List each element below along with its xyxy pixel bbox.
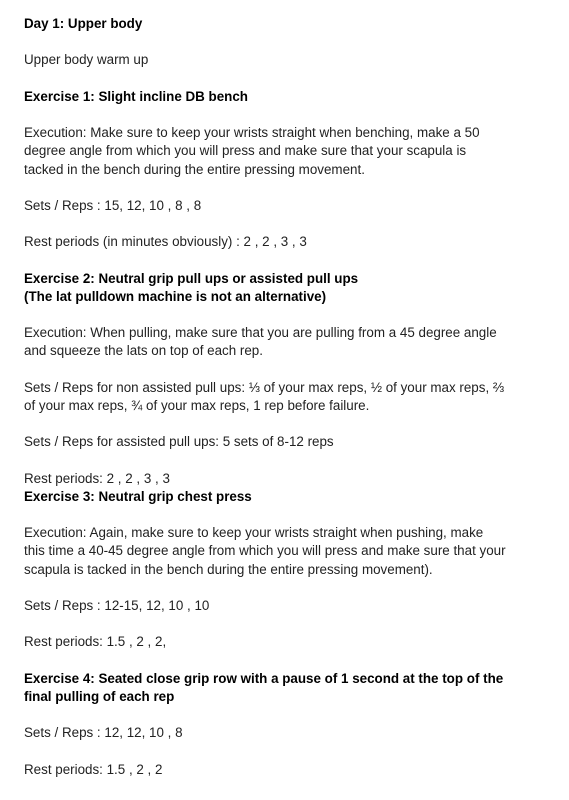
exercise-4-sets-reps: Sets / Reps : 12, 12, 10 , 8: [24, 725, 183, 741]
exercise-1-rest: Rest periods (in minutes obviously) : 2 , 2 , 3 , 3: [24, 234, 307, 250]
exercise-1-execution-line-2: degree angle from which you will press and make sure that your scapula is: [24, 143, 467, 159]
exercise-2-title-line-1: Exercise 2: Neutral grip pull ups or assisted pull ups: [24, 270, 359, 286]
exercise-1-execution-line-3: tacked in the bench during the entire pressing movement.: [24, 161, 365, 177]
exercise-3-rest: Rest periods: 1.5 , 2 , 2,: [24, 634, 167, 650]
workout-document: [24, 15, 554, 779]
exercise-2-execution-line-2: and squeeze the lats on top of each rep.: [24, 343, 263, 359]
warmup-text: Upper body warm up: [24, 52, 149, 68]
exercise-1-sets-reps: Sets / Reps : 15, 12, 10 , 8 , 8: [24, 197, 202, 213]
exercise-2-rest: Rest periods: 2 , 2 , 3 , 3: [24, 470, 170, 486]
exercise-3-execution-line-2: this time a 40-45 degree angle from which you will press and make sure that your: [24, 543, 506, 559]
exercise-4-title-line-1: Exercise 4: Seated close grip row with a pause of 1 second at the top of the: [24, 670, 504, 686]
exercise-3-execution-line-3: scapula is tacked in the bench during the entire pressing movement).: [24, 561, 433, 577]
exercise-3-execution-line-1: Execution: Again, make sure to keep your wrists straight when pushing, make: [24, 525, 484, 541]
exercise-4-title-line-2: final pulling of each rep: [24, 688, 175, 704]
exercise-2-non-assisted-line-1: Sets / Reps for non assisted pull ups: ⅓ of your max reps, ½ of your max reps, ⅔: [24, 379, 505, 395]
exercise-2-assisted: Sets / Reps for assisted pull ups: 5 sets of 8-12 reps: [24, 434, 334, 450]
exercise-3-title: Exercise 3: Neutral grip chest press: [24, 488, 252, 504]
exercise-1-title: Exercise 1: Slight incline DB bench: [24, 88, 248, 104]
exercise-4-rest: Rest periods: 1.5 , 2 , 2: [24, 761, 163, 777]
exercise-3-sets-reps: Sets / Reps : 12-15, 12, 10 , 10: [24, 598, 210, 613]
day-title: Day 1: Upper body: [24, 16, 143, 31]
exercise-1-execution-line-1: Execution: Make sure to keep your wrists straight when benching, make a 50: [24, 125, 480, 141]
exercise-2-non-assisted-line-2: of your max reps, ¾ of your max reps, 1 rep before failure.: [24, 397, 370, 413]
exercise-2-execution-line-1: Execution: When pulling, make sure that you are pulling from a 45 degree angle: [24, 325, 497, 341]
exercise-2-title-line-2: (The lat pulldown machine is not an alternative): [24, 288, 327, 304]
